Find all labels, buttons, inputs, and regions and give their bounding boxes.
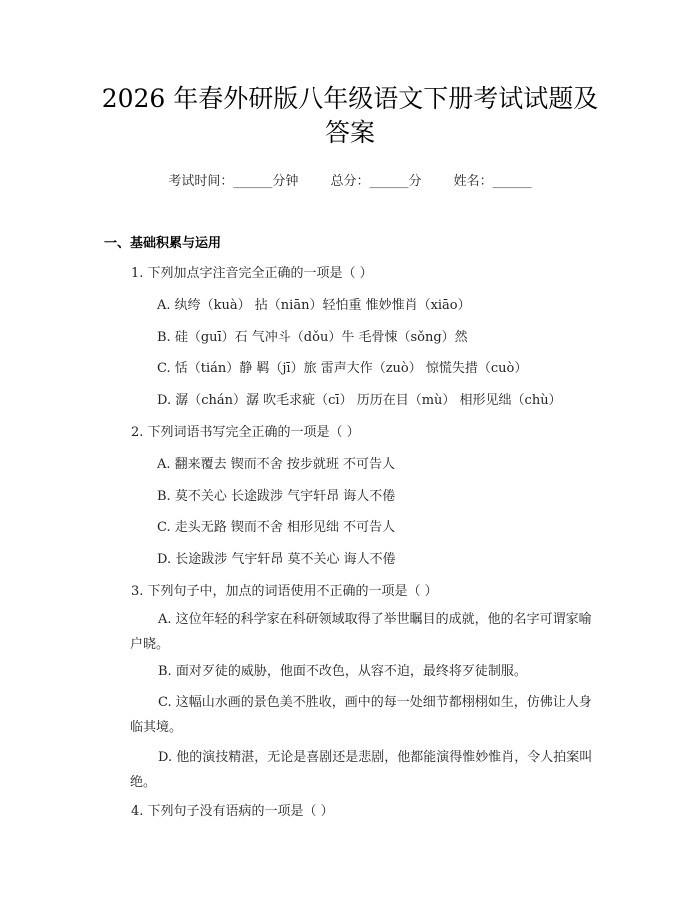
name-field: 姓名：______ — [453, 174, 532, 189]
exam-title — [70, 82, 630, 150]
q1-option-b: B. 硅（guī）石 气冲斗（dǒu）牛 毛骨悚（sǒng）然 — [157, 330, 468, 345]
q1-option-a: A. 纨绔（kuà） 拈（niān）轻怕重 惟妙惟肖（xiāo） — [157, 298, 471, 313]
q2-option-b: B. 莫不关心 长途跋涉 气宇轩昂 诲人不倦 — [157, 489, 396, 504]
title-line-1: 2026 年春外研版八年级语文下册考试试题及 — [101, 84, 599, 113]
q3-option-d: D. 他的演技精湛，无论是喜剧还是悲剧，他都能演得惟妙惟肖，令人拍案叫绝。 — [130, 750, 593, 790]
q1-option-c: C. 恬（tián）静 羁（jī）旅 雷声大作（zuò） 惊慌失措（cuò） — [157, 361, 528, 376]
score-field: 总分：______分 — [330, 174, 422, 189]
exam-meta — [0, 170, 700, 189]
q2-option-a: A. 翻来覆去 锲而不舍 按步就班 不可告人 — [157, 457, 396, 472]
q2-option-c: C. 走头无路 锲而不舍 相形见绌 不可告人 — [157, 520, 396, 535]
question-2: 2. 下列词语书写完全正确的一项是（ ） — [131, 425, 360, 440]
q3-option-a: A. 这位年轻的科学家在科研领域取得了举世瞩目的成就，他的名字可谓家喻户晓。 — [130, 612, 592, 652]
q3-option-b: B. 面对歹徒的威胁，他面不改色，从容不迫，最终将歹徒制服。 — [158, 664, 527, 679]
section-heading: 一、基础积累与运用 — [104, 236, 222, 251]
q3-option-c: C. 这幅山水画的景色美不胜收，画中的每一处细节都栩栩如生，仿佛让人身临其境。 — [130, 695, 592, 735]
q1-option-d: D. 潺（chán）潺 吹毛求疵（cī） 历历在目（mù） 相形见绌（chù） — [157, 393, 562, 408]
question-3: 3. 下列句子中，加点的词语使用不正确的一项是（ ） — [131, 584, 438, 599]
time-field: 考试时间：______分钟 — [168, 174, 299, 189]
question-4: 4. 下列句子没有语病的一项是（ ） — [131, 804, 334, 819]
question-1: 1. 下列加点字注音完全正确的一项是（ ） — [131, 266, 373, 281]
title-line-2: 答案 — [324, 118, 375, 147]
q2-option-d: D. 长途跋涉 气宇轩昂 莫不关心 诲人不倦 — [157, 552, 396, 567]
